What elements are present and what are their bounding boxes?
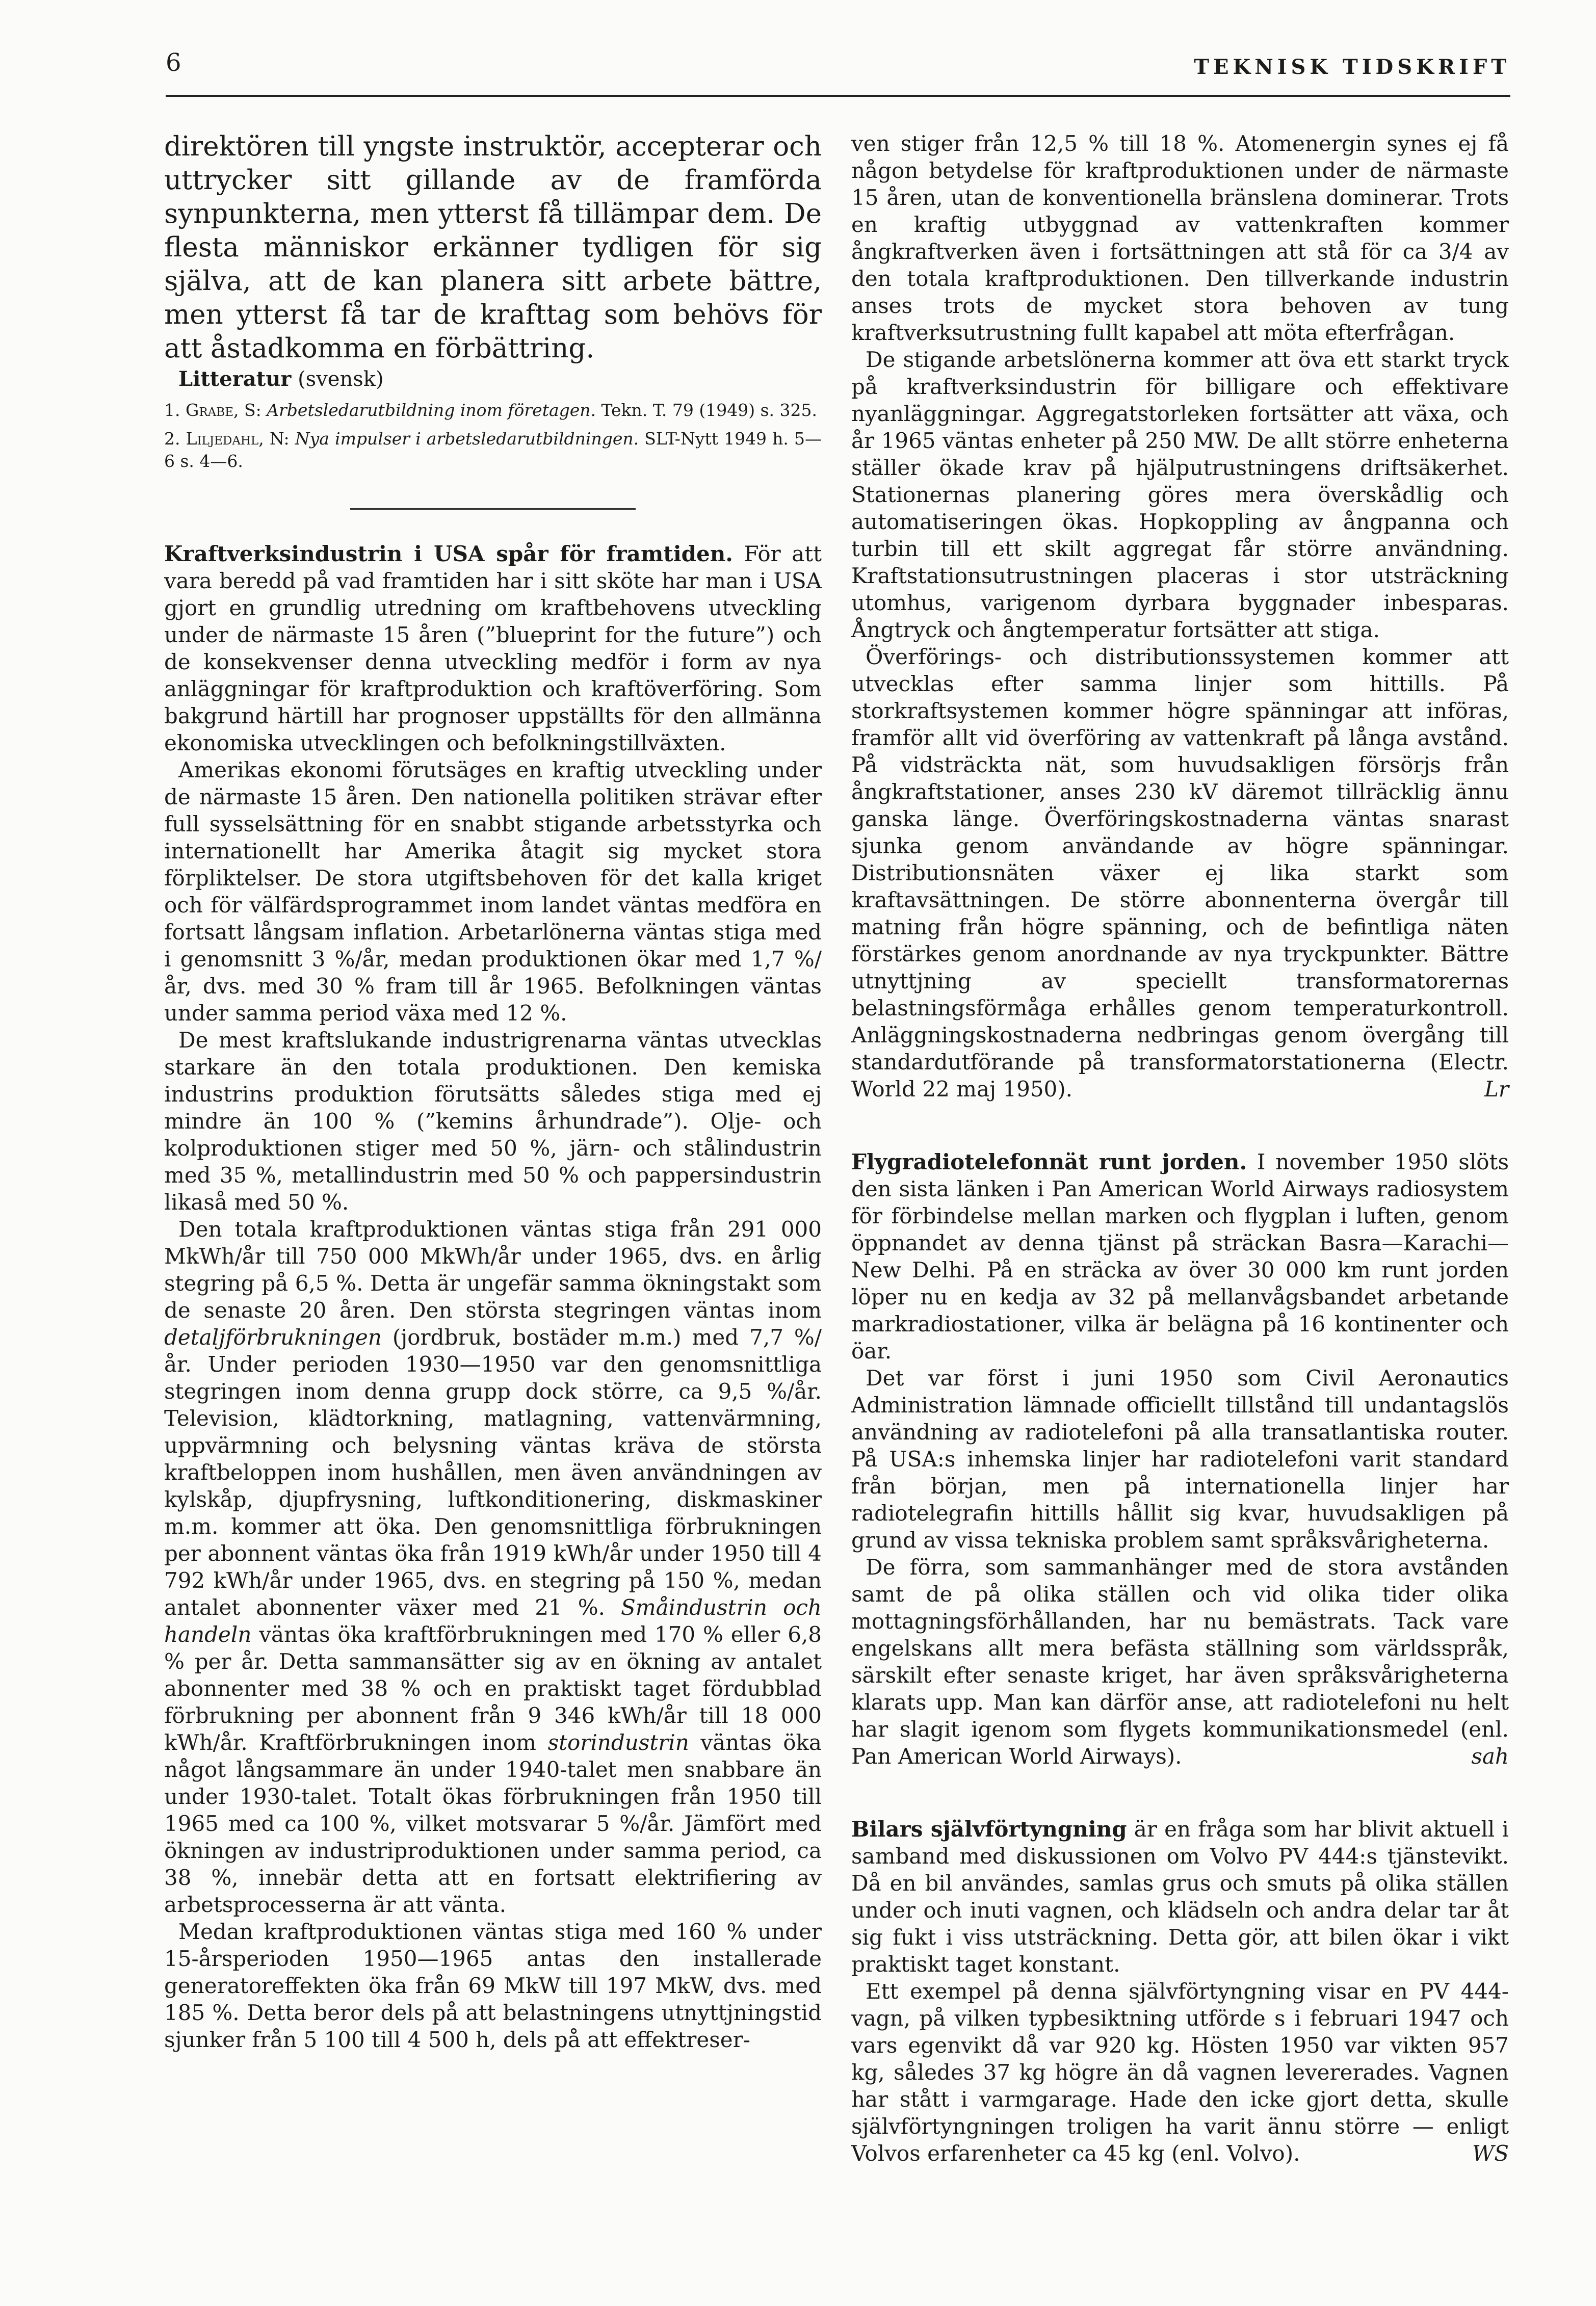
author-signature: sah <box>1471 1744 1509 1769</box>
emphasis-text: Småindustrin och handeln <box>164 1595 822 1647</box>
paragraph-text: (jordbruk, bostäder m.m.) med 7,7 %/år. Under perioden 1930—1950 var den genomsnittliga stegringen inom denna grupp dock större, ca 9,5 %/år. Television, klädtorkning, matlagning, vattenvärmning, uppvärmning och belysning väntas kräva de största kraftbeloppen inom hushållen, men även användningen av kylskåp, djupfrysning, luftkonditionering, diskmaskiner m.m. kommer att öka. Den genomsnittliga förbrukningen per abonnent väntas öka från 1919 kWh/år under 1950 till 4 792 kWh/år under 1965, dvs. en stegring på 150 %, medan antalet abonnenter växer med 21 %. <box>164 1325 822 1620</box>
paragraph-text: Den totala kraftproduktionen väntas stiga från 291 000 MkWh/år till 750 000 MkWh/år under 1965, dvs. en årlig stegring på 6,5 %. Detta är ungefär samma ökningstakt som de senaste 20 åren. Den största stegringen väntas inom <box>164 1217 822 1323</box>
paragraph-text: I november 1950 slöts den sista länken i Pan American World Airways radiosystem för förbindelse mellan marken och flygplan i luften, genom öppnandet av denna tjänst på sträckan Basra—Karachi—New Delhi. På en sträcka av över 30 000 km runt jorden löper nu en kedja av 32 på mellanvågsbandet arbetande markradiostationer, vilka är belägna på 16 kontinenter och öar. <box>851 1149 1509 1364</box>
article-paragraph <box>851 1148 1509 1365</box>
article-paragraph: De mest kraftslukande industrigrenarna väntas utvecklas starkare än den totala produktionen. Den kemiska industrins produktion förutsätts således stiga med ej mindre än 100 % (”kemins århundrade”). Olje- och kolproduktionen stiger med 50 %, järn- och stålindustrin med 35 %, metallindustrin med 50 % och pappersindustrin likaså med 50 %. <box>164 1028 822 1215</box>
reference-number: 1. <box>164 400 180 420</box>
journal-title: TEKNISK TIDSKRIFT <box>1194 55 1510 79</box>
reference-author: Grabe, S: <box>186 400 261 420</box>
article-paragraph: ven stiger från 12,5 % till 18 %. Atomenergin synes ej få någon betydelse för kraftproduktionen under de närmaste 15 åren, utan de konventionella bränslena dominerar. Trots en kraftig utbyggnad av vattenkraften kommer ångkraftverken även i fortsättningen att stå för ca 3/4 av den totala kraftproduktionen. Den tillverkande industrin anses trots de mycket stora behoven av tung kraftverksutrustning fullt kapabel att möta efterfrågan. <box>851 131 1509 345</box>
article-paragraph <box>851 1554 1509 1770</box>
continued-paragraph: direktören till yngste instruktör, accepterar och uttrycker sitt gillande av de framförda synpunkterna, men ytterst få tillämpar dem. De flesta människor erkänner tydligen för sig själva, att de kan planera sitt arbete bättre, men ytterst få tar de krafttag som behövs för att åstadkomma en förbättring. <box>164 131 822 364</box>
article-paragraph: Det var först i juni 1950 som Civil Aeronautics Administration lämnade officiellt tillstånd till undantagslös användning av radiotelefoni på alla transatlantiska router. På USA:s inhemska linjer har radiotelefoni varit standard från början, men på internationella linjer har radiotelegrafin hittills hållit sig kvar, huvudsakligen på grund av vissa tekniska problem samt språksvårigheterna. <box>851 1366 1509 1553</box>
reference-title: Nya impulser i arbetsledarutbildningen. <box>295 429 639 449</box>
section-divider <box>350 508 636 510</box>
author-signature: Lr <box>1484 1077 1509 1102</box>
article-paragraph <box>851 1816 1509 1978</box>
emphasis-text: storindustrin <box>547 1730 689 1755</box>
paragraph-text: är en fråga som har blivit aktuell i samband med diskussionen om Volvo PV 444:s tjänstevikt. Då en bil användes, samlas grus och smuts på olika ställen under och inuti vagnen, och klädseln och andra delar tar åt sig fukt i viss utsträckning. Detta gör, att bilen ökar i vikt praktiskt taget konstant. <box>851 1817 1509 1977</box>
page-number: 6 <box>166 48 181 77</box>
article-paragraph <box>164 540 822 756</box>
article-heading: Bilars självförtyngning <box>851 1817 1127 1842</box>
paragraph-text: väntas öka något långsammare än under 1940-talet men snabbare än under 1930-talet. Totalt ökas förbrukningen från 1950 till 1965 med ca 100 %, vilket motsvarar 5 %/år. Jämfört med ökningen av industriproduktionen under samma period, ca 38 %, innebär detta att en fortsatt elektrifiering av arbetsprocesserna är att vänta. <box>164 1730 822 1917</box>
reference-author: Liljedahl, N: <box>186 429 290 449</box>
literature-heading <box>164 365 822 393</box>
spacer <box>851 1103 1509 1148</box>
left-column <box>164 130 822 2053</box>
literature-note: (svensk) <box>298 368 384 391</box>
paragraph-text: Överförings- och distributionssystemen kommer att utvecklas efter samma linjer som hittills. På storkraftsystemen kommer högre spänningar att införas, framför allt vid överföring av vattenkraft på långa avstånd. På vidsträckta nät, som huvudsakligen försörjs från ångkraftstationer, anses 230 kV däremot tillräcklig ännu ganska länge. Överföringskostnaderna väntas snarast sjunka genom användande av högre spänningar. Distributionsnäten växer ej lika starkt som kraftavsättningen. De större abonnenterna övergår till matning från högre spänning, och de befintliga näten förstärkes genom anordnande av nya tryckpunkter. Bättre utnyttjning av speciellt transformatorernas belastningsförmåga erhålles genom temperaturkontroll. Anläggningskostnaderna nedbringas genom övergång till standardutförande på transformatorstationerna (Electr. World 22 maj 1950). <box>851 644 1509 1102</box>
reference-item <box>164 428 822 473</box>
header-rule <box>166 95 1510 97</box>
article-paragraph <box>851 1978 1509 2167</box>
reference-number: 2. <box>164 429 180 449</box>
article-paragraph: De stigande arbetslönerna kommer att öva ett starkt tryck på kraftverksindustrin för billigare och effektivare nyanläggningar. Aggregatstorleken fortsätter att växa, och år 1965 väntas enheter på 250 MW. De allt större enheterna ställer ökade krav på hjälputrustningens driftsäkerhet. Stationernas planering göres mera överskådlig och automatiseringen ökas. Hopkoppling av ångpanna och turbin till ett skilt aggregat får större användning. Kraftstationsutrustningen placeras i stor utsträckning utomhus, varigenom dyrbara byggnader inbesparas. Ångtryck och ångtemperatur fortsätter att stiga. <box>851 347 1509 642</box>
paragraph-text: Ett exempel på denna självförtyngning visar en PV 444-vagn, på vilken typbesiktning utförde s i februari 1947 och vars egenvikt då var 920 kg. Hösten 1950 var vikten 957 kg, således 37 kg högre än då vagnen levererades. Vagnen har stått i varmgarage. Hade den icke gjort detta, skulle självförtyngningen troligen ha varit ännu större — enligt Volvos erfarenheter ca 45 kg (enl. Volvo). <box>851 1979 1509 2166</box>
paragraph-text: För att vara beredd på vad framtiden har i sitt sköte har man i USA gjort en grundlig utredning om kraftbehovens utveckling under de närmaste 15 åren (”blueprint for the future”) och de konsekvenser denna utveckling medför i form av nya anläggningar för kraftproduktion och kraftöverföring. Som bakgrund härtill har prognoser uppställts för den allmänna ekonomiska utvecklingen och befolkningstillväxten. <box>164 541 822 755</box>
right-column <box>851 130 1509 2167</box>
literature-title: Litteratur <box>178 367 292 391</box>
article-heading: Flygradiotelefonnät runt jorden. <box>851 1149 1247 1174</box>
reference-source: Tekn. T. 79 (1949) s. 325. <box>601 400 817 420</box>
paragraph-text: De förra, som sammanhänger med de stora avstånden samt de på olika ställen och vid olika tider olika mottagningsförhållanden, har nu bemästrats. Tack vare engelskans allt mera befästa ställning som världsspråk, särskilt efter senaste kriget, har även språksvårigheterna klarats upp. Man kan därför anse, att radiotelefoni nu helt har slagit igenom som flygets kommunikationsmedel (enl. Pan American World Airways). <box>851 1555 1509 1769</box>
author-signature: WS <box>1472 2141 1509 2166</box>
article-heading: Kraftverksindustrin i USA spår för framtiden. <box>164 541 733 566</box>
reference-source: SLT-Nytt 1949 h. 5—6 s. 4—6. <box>164 429 822 471</box>
article-paragraph: Medan kraftproduktionen väntas stiga med 160 % under 15-årsperioden 1950—1965 antas den installerade generatoreffekten öka från 69 MkW till 197 MkW, dvs. med 185 %. Detta beror dels på att belastningens utnyttjningstid sjunker från 5 100 till 4 500 h, dels på att effektreser- <box>164 1919 822 2052</box>
emphasis-text: detaljförbrukningen <box>164 1325 382 1350</box>
paragraph-text: väntas öka kraftförbrukningen med 170 % eller 6,8 % per år. Detta sammansätter sig av en ökning av antalet abonnenter med 38 % och en praktiskt taget fördubblad förbrukning per abonnent från 9 346 kWh/år till 18 000 kWh/år. Kraftförbrukningen inom <box>164 1622 822 1755</box>
article-paragraph <box>164 1216 822 1918</box>
article-paragraph: Amerikas ekonomi förutsäges en kraftig utveckling under de närmaste 15 åren. Den nationella politiken strävar efter full sysselsättning för en snabbt stigande arbetsstyrka och internationellt har Amerika åtagit sig mycket stora förpliktelser. De stora utgiftsbehoven för det kalla kriget och för välfärdsprogrammet inom landet väntas medföra en fortsatt långsam inflation. Arbetarlönerna väntas stiga med i genomsnitt 3 %/år, medan produktionen ökar med 1,7 %/år, dvs. med 30 % fram till år 1965. Befolkningen väntas under samma period växa med 12 %. <box>164 757 822 1026</box>
reference-item <box>164 399 822 422</box>
reference-title: Arbetsledarutbildning inom företagen. <box>267 400 596 420</box>
article-paragraph <box>851 643 1509 1103</box>
spacer <box>851 1770 1509 1816</box>
